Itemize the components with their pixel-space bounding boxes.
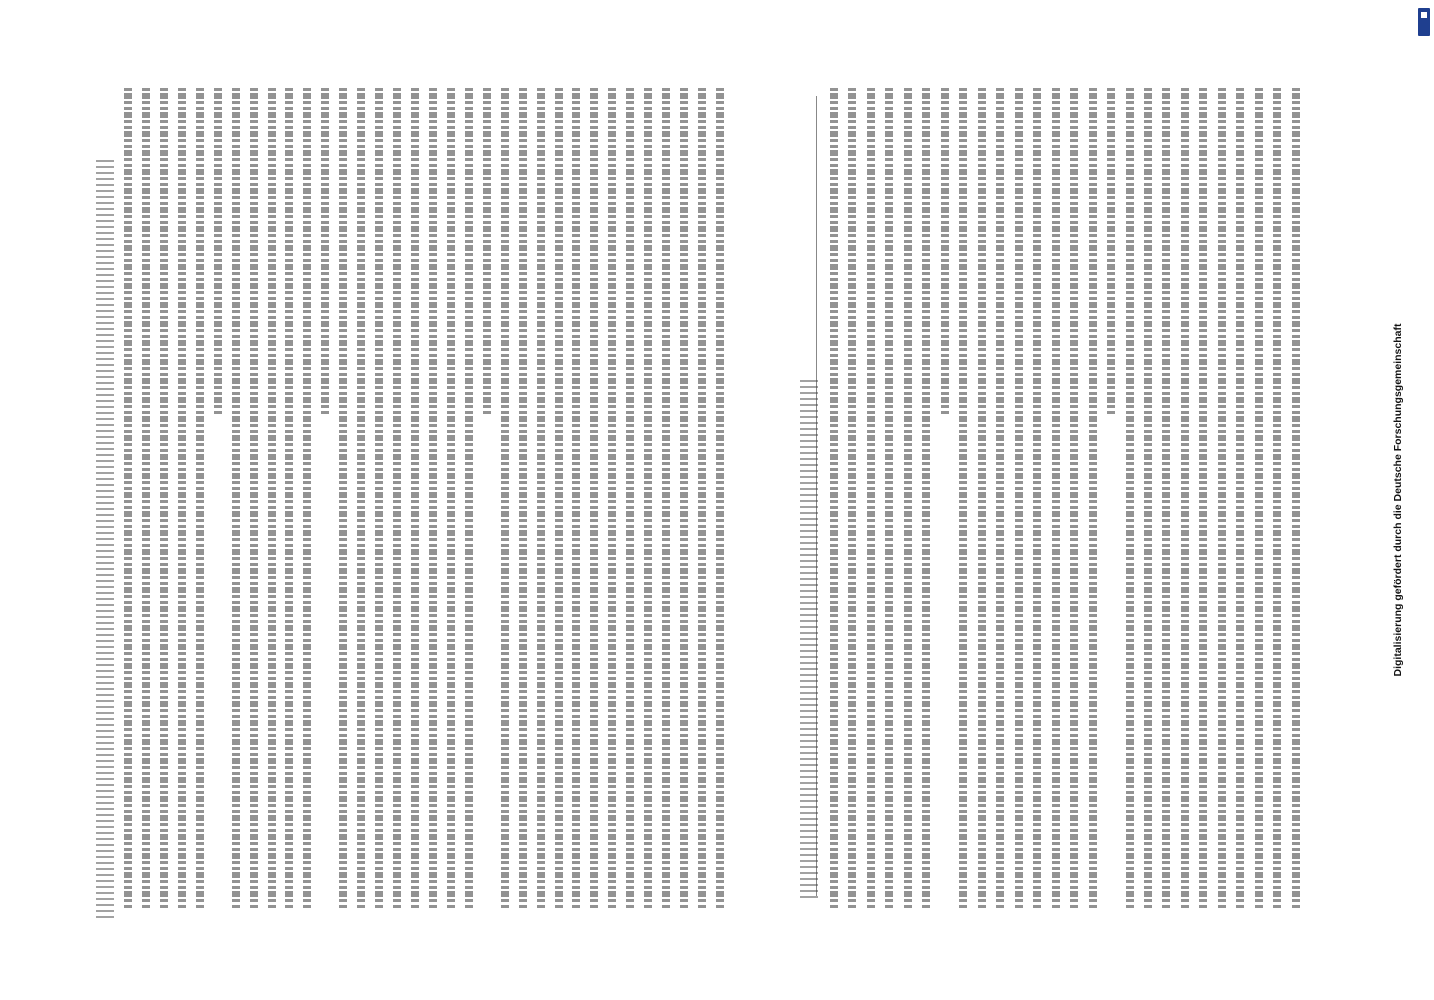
right-page-header [800, 380, 818, 900]
left-page-text-columns [124, 88, 724, 908]
funding-note: Digitalisierung gefördert durch die Deutsche Forschungsgemeinschaft [1392, 323, 1404, 677]
dfg-logo [1418, 8, 1430, 36]
right-page-text-columns [830, 88, 1300, 908]
left-page-header [96, 160, 114, 920]
